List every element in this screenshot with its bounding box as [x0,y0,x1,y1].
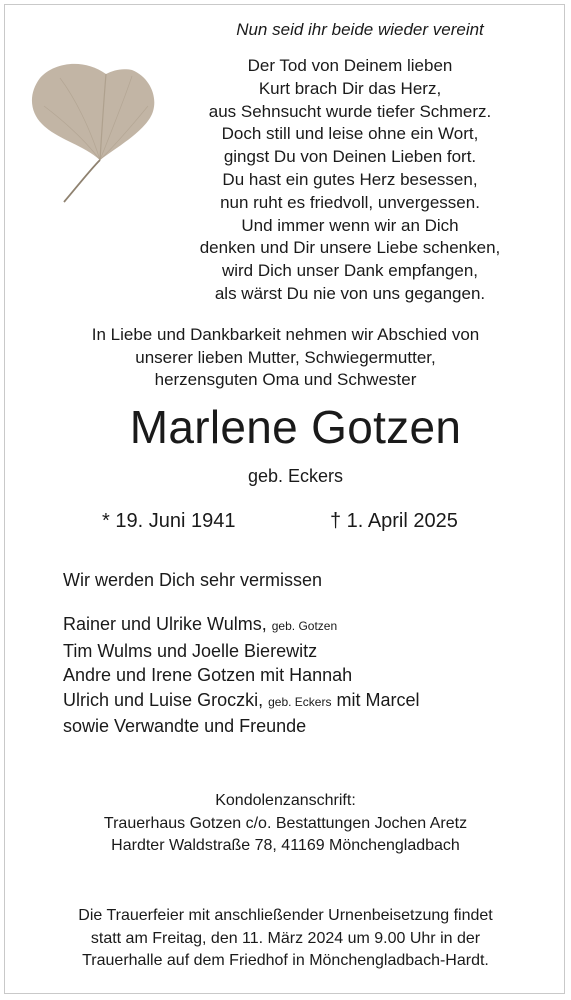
birth-date: * 19. Juni 1941 [102,510,236,532]
ginkgo-leaf-icon [20,48,160,208]
death-date: † 1. April 2025 [330,510,458,532]
intro [20,324,551,392]
poem-line: Kurt brach Dir das Herz, [258,78,442,98]
mourner-line: Andre und Irene Gotzen mit Hannah [63,665,353,686]
poem-line: aus Sehnsucht wurde tiefer Schmerz. [208,101,492,121]
poem-line: denken und Dir unsere Liebe schenken, [199,238,501,258]
poem-line: nun ruht es friedvoll, unvergessen. [220,192,480,212]
mourner-names-end: mit Marcel [336,689,420,710]
condolence-line: Trauerhaus Gotzen c/o. Bestattungen Jochen Aretz [103,814,468,832]
service-line: Trauerhalle auf dem Friedhof in Mönchengladbach-Hardt. [82,952,489,970]
motto: Nun seid ihr beide wieder vereint [236,20,484,39]
poem-line: gingst Du von Deinen Lieben fort. [223,147,477,167]
mourner-names: Ulrich und Luise Groczki, [63,689,264,710]
service-line: statt am Freitag, den 11. März 2024 um 9.00 Uhr in der [90,929,481,947]
mourner-line [63,612,420,639]
service-line: Die Trauerfeier mit anschließender Urnenbeisetzung findet [78,907,493,924]
mourner-line [63,688,420,715]
condolence-address [20,790,551,858]
intro-line: In Liebe und Dankbarkeit nehmen wir Abschied von [91,325,480,344]
mourner-maiden-name: geb. Eckers [268,694,332,709]
poem-line: Und immer wenn wir an Dich [241,215,459,235]
condolence-heading: Kondolenzanschrift: [215,792,356,809]
mourner-line: sowie Verwandte und Freunde [63,716,307,737]
intro-line: herzensguten Oma und Schwester [154,370,417,389]
maiden-name: geb. Eckers [247,466,344,486]
poem-line: wird Dich unser Dank empfangen, [221,261,479,281]
deceased-name: Marlene Gotzen [129,401,462,453]
poem-line: Doch still und leise ohne ein Wort, [221,124,479,144]
poem [150,55,550,306]
mourner-line: Tim Wulms und Joelle Bierewitz [63,640,318,661]
intro-line: unserer lieben Mutter, Schwiegermutter, [135,347,436,367]
mourner-names: Rainer und Ulrike Wulms, [63,614,267,634]
poem-line: als wärst Du nie von uns gegangen. [214,283,486,303]
mourner-maiden-name: geb. Gotzen [271,619,338,633]
poem-line: Du hast ein gutes Herz besessen, [222,169,478,189]
miss-text: Wir werden Dich sehr vermissen [63,570,323,590]
service-info [14,905,557,973]
poem-line: Der Tod von Deinem lieben [247,56,453,75]
mourners-list [63,612,420,739]
condolence-line: Hardter Waldstraße 78, 41169 Mönchengladbach [111,837,460,855]
